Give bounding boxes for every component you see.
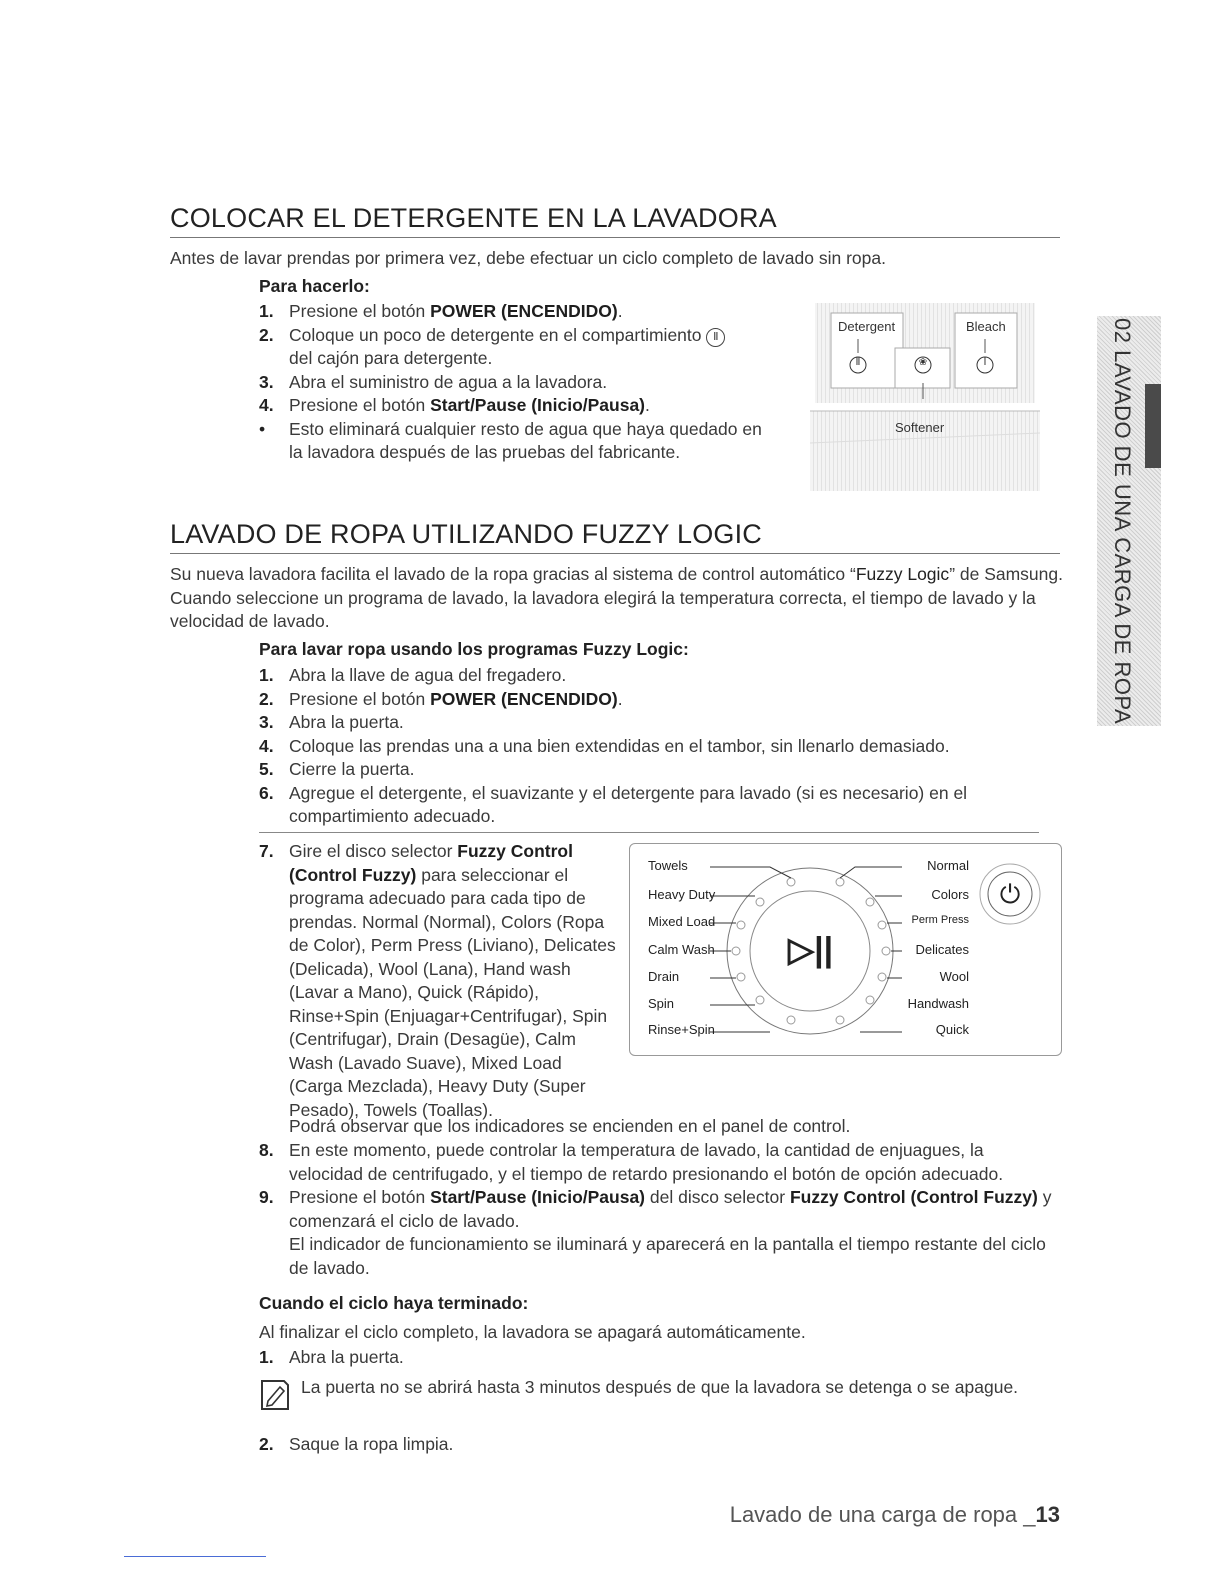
note-pencil-icon [258,1377,292,1413]
page-number: 13 [1035,1502,1060,1527]
drawer-label-detergent: Detergent [838,319,896,334]
list-item: 4. Presione el botón Start/Pause (Inicio/Pausa). [259,395,650,415]
list-item: 9. Presione el botón Start/Pause (Inicio/Pausa) del disco selector Fuzzy Control (Control Fuzzy) y comenzará el ciclo de lavado. El indicador de funcionamiento se iluminará y aparecerá en la pantalla el tiempo restante del ciclo de lavado. [259,1187,1052,1278]
start-pause-icon: ▷|| [788,931,834,969]
section-title-fuzzy-logic: LAVADO DE ROPA UTILIZANDO FUZZY LOGIC [170,519,1060,554]
section2-intro: Su nueva lavadora facilita el lavado de la ropa gracias al sistema de control automático “Fuzzy Logic” de Samsung. Cuando seleccione un programa de lavado, la lavadora elegirá la temperatura correcta, el tiempo de lavado y la velocidad de lavado. [170,564,1063,631]
list-item: 2. Presione el botón POWER (ENCENDIDO). [259,688,623,709]
list-item: 2. Coloque un poco de detergente en el compartimiento Ⅱ del cajón para detergente. [259,324,779,371]
side-tab-label: 02 LAVADO DE UNA CARGA DE ROPA [1110,317,1135,725]
step-7-after: Podrá observar que los indicadores se encienden en el panel de control. [289,1116,851,1136]
dial-label-calm-wash: Calm Wash [648,942,715,957]
detergent-drawer-illustration [805,303,1043,493]
fuzzy-control-panel-illustration [629,843,1062,1056]
dial-label-perm-press: Perm Press [911,914,969,926]
dial-label-mixed-load: Mixed Load [648,914,716,929]
list-item: 7. Gire el disco selector Fuzzy Control (Control Fuzzy) para seleccionar el programa adecuado para cada tipo de prendas. Normal (Normal), Colors (Ropa de Color), Perm Press (Liviano), Delicates (Delicada), Wool (Lana), Hand wash (Lavar a Mano), Quick (Rápido), Rinse+Spin (Enjuagar+Centrifugar), Spin (Centrifugar), Drain (Desagüe), Calm Wash (Lavado Suave), Mixed Load (Carga Mezclada), Heavy Duty (Super Pesado), Towels (Toallas). [259,841,616,1120]
section3-step-2 [259,1433,1039,1457]
list-item: 5. Cierre la puerta. [259,759,415,779]
section-title-detergent: COLOCAR EL DETERGENTE EN LA LAVADORA [170,203,1060,238]
list-item: 4. Coloque las prendas una a una bien extendidas en el tambor, sin llenarlo demasiado. [259,735,950,756]
bottom-rule [124,1556,266,1557]
list-item: 8. En este momento, puede controlar la temperatura de lavado, la cantidad de enjuagues, la velocidad de centrifugado, y el tiempo de retardo presionando el botón de opción adecuado. [259,1140,1004,1184]
section1-intro: Antes de lavar prendas por primera vez, debe efectuar un ciclo completo de lavado sin ropa. [170,248,886,268]
dial-label-spin: Spin [648,996,675,1011]
list-item: 3. Abra la puerta. [259,712,404,732]
list-item: 3. Abra el suministro de agua a la lavadora. [259,371,608,392]
dial-label-drain: Drain [648,969,680,984]
dial-label-towels: Towels [648,858,688,873]
section1-steps [259,300,779,465]
page-footer: Lavado de una carga de ropa _13 [729,1502,1060,1527]
section3-step-1 [259,1346,1039,1370]
side-tab-marker [1145,384,1161,468]
list-item: • Esto eliminará cualquier resto de agua que haya quedado en la lavadora después de las pruebas del fabricante. [259,418,762,462]
list-item: 1. Abra la puerta. [259,1347,404,1367]
power-icon: ⏻ [999,879,1021,909]
steps-8-9 [259,1139,1059,1280]
dial-label-wool: Wool [939,969,969,984]
detergent-symbol-icon: Ⅱ [855,357,861,368]
dial-label-delicates: Delicates [915,942,969,957]
drawer-label-bleach: Bleach [966,319,1006,334]
dial-label-normal: Normal [927,858,969,873]
list-item: 1. Presione el botón POWER (ENCENDIDO). [259,301,623,321]
note-text: La puerta no se abrirá hasta 3 minutos después de que la lavadora se detenga o se apague. [301,1377,1019,1397]
section1-subhead: Para hacerlo: [259,276,370,296]
dial-label-heavy-duty: Heavy Duty [648,887,716,902]
step-7 [259,840,619,1122]
dial-label-quick: Quick [935,1022,969,1037]
dial-label-colors: Colors [931,887,969,902]
bleach-symbol-icon: Ⅰ [983,357,987,368]
softener-symbol-icon: ❀ [918,357,928,368]
list-item: 1. Abra la llave de agua del fregadero. [259,665,567,685]
section3-intro: Al finalizar el ciclo completo, la lavadora se apagará automáticamente. [259,1322,806,1342]
section3-subhead: Cuando el ciclo haya terminado: [259,1293,529,1313]
section2-subhead: Para lavar ropa usando los programas Fuzzy Logic: [259,639,689,659]
compartment-ii-icon: Ⅱ [706,328,725,347]
drawer-label-softener: Softener [895,420,945,435]
dial-label-rinse-spin: Rinse+Spin [648,1022,715,1037]
list-item: 2. Saque la ropa limpia. [259,1434,454,1454]
list-item: 6. Agregue el detergente, el suavizante y el detergente para lavado (si es necesario) en el compartimiento adecuado. [259,782,968,826]
dial-label-handwash: Handwash [907,996,969,1011]
section2-steps [259,664,1039,833]
chapter-side-tab [1097,316,1161,726]
